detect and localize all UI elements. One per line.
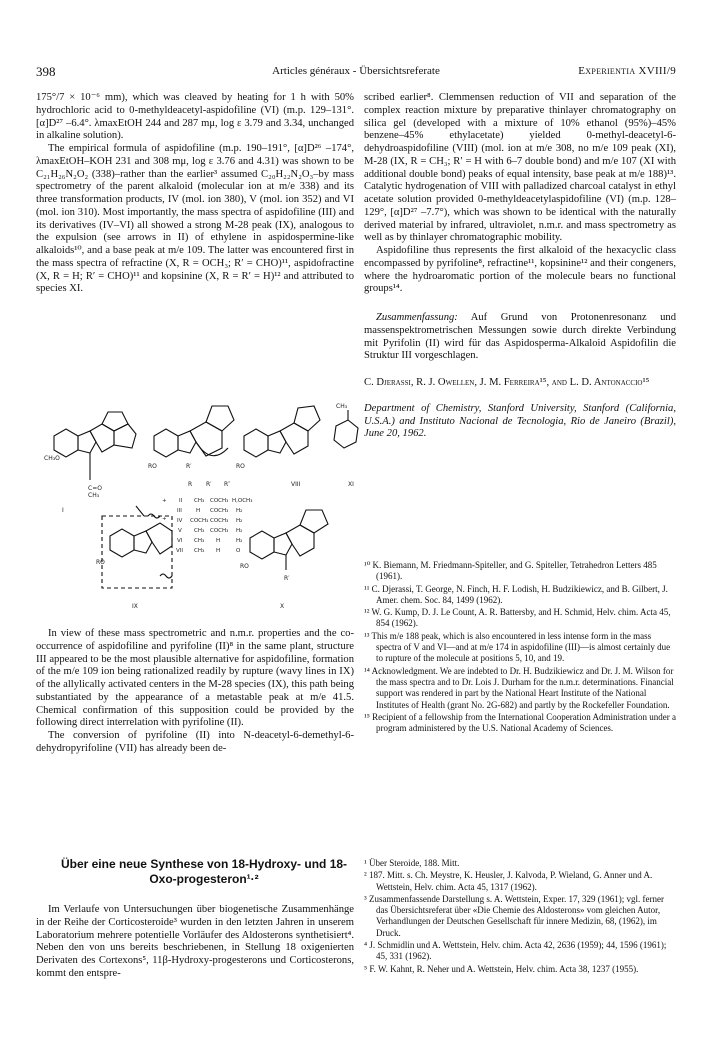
svg-text:COCH₃: COCH₃	[210, 498, 229, 504]
substituent-table	[162, 498, 252, 554]
page-number: 398	[36, 64, 56, 79]
label-VIII-num: VIII	[291, 481, 301, 488]
structure-I	[54, 412, 136, 480]
svg-text:II: II	[179, 498, 183, 504]
paragraph: Aspidofiline thus represents the first alkaloid of the hexacyclic class encompassed by pyrifoline⁸, refractine¹¹, kopsinine¹² and their congeners, where the hydroaromatic portion of the molecule bears no functional groups¹⁴.	[364, 245, 676, 295]
svg-text:H₂: H₂	[236, 538, 243, 544]
zusammenfassung-label: Zusammenfassung:	[376, 312, 458, 323]
footnote: ¹ Über Steroide, 188. Mitt.	[364, 858, 460, 868]
structure-XI	[334, 410, 358, 448]
svg-text:RO: RO	[148, 463, 157, 470]
svg-text:H₂: H₂	[236, 508, 243, 514]
chemical-structures-figure	[36, 376, 366, 616]
paragraph: scribed earlier⁸. Clemmensen reduction of VII and separation of the complex reaction mixture by preparative thinlayer chromatography on silica gel (developed with a mixture of 10% ethanol (95%)–45% benzene–45% ethylacetate) yielded 0-methyl-deacetyl-6-dehydroaspidofiline (VIII) (mol. ion at m/e 308, no m/e 109 peak (XI), M-28 (IX, R = CH₃; R′ = H with 6–7 double bond) and m/e 107 (XI with additional double bond) peaks of equal intensity, base peak at m/e 188)¹³. Catalytic hydrogenation of VIII with palladized charcoal catalyst in ethyl acetate solution provided 0-methyldeacetylaspidofiline (VI) (m.p. 128–129°, [α]D²⁷ –7.7°), which was shown to be identical with the naturally derived material by infrared, ultraviolet, n.m.r. and mass spectrometry as well as by thinlayer chromatographic mobility.	[364, 92, 676, 244]
svg-text:CH₃O: CH₃O	[44, 455, 60, 462]
structure-X	[250, 510, 328, 570]
svg-text:COCH₃: COCH₃	[190, 518, 209, 524]
svg-text:V: V	[178, 528, 182, 534]
footnote: ¹⁰ K. Biemann, M. Friedmann-Spiteller, and G. Spiteller, Tetrahedron Letters 485 (1961).	[364, 560, 657, 582]
paragraph: The conversion of pyrifoline (II) into N-deacetyl-6-demethyl-6-dehydropyrifoline (VII) has already been de-	[36, 730, 354, 754]
svg-text:RO: RO	[236, 463, 245, 470]
svg-text:VII: VII	[176, 548, 184, 554]
second-article-title: Über eine neue Synthese von 18-Hydroxy- und 18-Oxo-progesteron¹·²	[60, 857, 348, 886]
footnote: ¹² W. G. Kump, D. J. Le Count, A. R. Battersby, and H. Schmid, Helv. chim. Acta 45, 854 (1962).	[364, 607, 671, 629]
page-header	[36, 64, 676, 80]
footnote: ¹³ This m/e 188 peak, which is also encountered in less intense form in the mass spectra of V and VI—and at m/e 174 in aspidofiline (III)—is almost certainly due to rupture of the molecule at positions 5, 10, and 19.	[364, 630, 671, 664]
journal-issue: Experientia XVIII/9	[578, 65, 676, 77]
footnote: ⁴ J. Schmidlin und A. Wettstein, Helv. chim. Acta 42, 2636 (1959); 44, 1596 (1961); 45, 331 (1962).	[364, 940, 667, 962]
label-IX: IX	[132, 603, 138, 610]
footnote: ¹⁵ Recipient of a fellowship from the International Cooperation Administration under a program administered by the U.S. National Academy of Sciences.	[364, 711, 677, 734]
footnote: ² 187. Mitt. s. Ch. Meystre, K. Heusler, J. Kalvoda, P. Wieland, G. Anner und A. Wettstein, Helv. chim. Acta 45, 1317 (1962).	[364, 870, 653, 892]
svg-text:CH₃: CH₃	[194, 498, 205, 504]
paragraph: 175°/7 × 10⁻⁶ mm), which was cleaved by heating for 1 h with 50% hydrochloric acid to 0-methyldeacetyl-aspidofiline (VI) (m.p. 129–131°. [α]D²⁷ –6.4°. λmaxEtOH 244 and 287 mμ, log ε 3.79 and 3.34, unchanged in alkaline solution).	[36, 92, 354, 142]
svg-text:H₂: H₂	[236, 528, 243, 534]
label-R1: R′	[206, 481, 212, 488]
zusammenfassung-text: Auf Grund von Protonenresonanz und massenspektrometrischen Messungen sowie durch direkte Verbindung mit Pyrifolin (II) wird für das Aspidosperma-Alkaloid Aspidofilin die Struktur III vorgeschlagen.	[364, 312, 676, 362]
svg-text:CH₃: CH₃	[336, 403, 348, 410]
svg-text:RO: RO	[240, 563, 249, 570]
svg-text:III: III	[177, 508, 182, 514]
affiliation: Department of Chemistry, Stanford University, Stanford (California, U.S.A.) and Instituto Nacional de Tecnologia, Rio de Janeiro (Brazil), June 20, 1962.	[364, 402, 676, 440]
svg-text:VI: VI	[177, 538, 183, 544]
label-R2: R″	[224, 481, 231, 488]
footnote: ¹¹ C. Djerassi, T. George, N. Finch, H. F. Lodish, H. Budzikiewicz, and B. Gilbert, J. Amer. chem. Soc. 84, 1499 (1962).	[364, 583, 668, 605]
left-column-bottom	[36, 628, 354, 756]
svg-text:+: +	[162, 516, 167, 522]
label-XI: XI	[348, 481, 354, 488]
label-X: X	[280, 603, 285, 610]
paragraph: In view of these mass spectrometric and n.m.r. properties and the co-occurrence of aspidofiline and pyrifoline (II)⁸ in the same plant, structure III appeared to be the most plausible alternative for aspidofiline, formation of the m/e 109 ion being rationalized readily by rupture (wavy lines in IX) of the allylically activated centers in the M-28 species (IX), this path being substantiated by the appearance of a metastable peak at m/e 41.5. Chemical confirmation of this supposition could be provided by the following direct interrelation with pyrifoline (II).	[36, 628, 354, 729]
svg-text:H: H	[216, 548, 221, 554]
svg-text:H: H	[196, 508, 201, 514]
svg-text:CH₃: CH₃	[194, 548, 205, 554]
svg-text:R′: R′	[284, 575, 290, 582]
svg-text:H,OCH₃: H,OCH₃	[232, 498, 253, 504]
footnote: ⁵ F. W. Kahnt, R. Neher und A. Wettstein, Helv. chim. Acta 38, 1237 (1955).	[364, 963, 639, 974]
authors: C. Djerassi, R. J. Owellen, J. M. Ferreira¹⁵, and L. D. Antonaccio¹⁵	[364, 377, 650, 388]
paragraph: Im Verlaufe von Untersuchungen über biogenetische Zusammenhänge in der Reihe der Corticosteroide³ wurden in den letzten Jahren in unserem Laboratorium mehrere potentielle Vorläufer des Aldosterons synthetisiert⁴. Neben den von uns bereits beschriebenen, in Stellung 18 oxigenierten Derivaten des Cortexons⁵, 11β-Hydroxy-progesterons und Corticosterons, kommt den entspre-	[36, 904, 354, 979]
structure-VIII	[244, 406, 320, 457]
footnotes-bottom	[364, 858, 676, 976]
label-R: R	[188, 481, 193, 488]
svg-text:C=O: C=O	[88, 485, 102, 492]
second-article-body	[36, 904, 354, 981]
label-I: I	[62, 507, 64, 514]
svg-text:+: +	[162, 498, 167, 504]
svg-text:H₂: H₂	[236, 518, 243, 524]
svg-text:CH₃: CH₃	[194, 528, 205, 534]
svg-text:O: O	[236, 548, 241, 554]
svg-text:RO: RO	[96, 559, 105, 566]
right-column	[364, 92, 676, 441]
svg-text:CH₃: CH₃	[194, 538, 205, 544]
footnotes-top	[364, 560, 676, 735]
left-column-top	[36, 92, 354, 296]
running-title: Articles généraux - Übersichtsreferate	[272, 65, 440, 77]
svg-text:H: H	[216, 538, 221, 544]
svg-text:COCH₃: COCH₃	[210, 508, 229, 514]
svg-text:CH₃: CH₃	[88, 492, 100, 499]
svg-text:COCH₃: COCH₃	[210, 528, 229, 534]
svg-text:IV: IV	[177, 518, 183, 524]
svg-text:COCH₃: COCH₃	[210, 518, 229, 524]
svg-text:R′: R′	[186, 463, 192, 470]
footnote: ³ Zusammenfassende Darstellung s. A. Wettstein, Exper. 17, 329 (1961); vgl. ferner das Übersichtsreferat über «Die Chemie des Aldosterons» vom gleichen Autor, Verhandlungen der Deutschen Gesellschaft für innere Medizin, 68, (1962), im Druck.	[364, 893, 664, 938]
paragraph: The empirical formula of aspidofiline (m.p. 190–191°, [α]D²⁶ –174°, λmaxEtOH–KOH 231 and 308 mμ, log ε 3.76 and 4.31) was shown to be C₂₁H₂₆N₂O₂ (338)–rather than the earlier³ assumed C₂₀H₂₂N₂O₃–by mass spectrometry of the parent alkaloid (molecular ion at m/e 338) and its three transformation products, IV (mol. ion 380), V (mol. ion 352) and VI (mol. ion 310). Most importantly, the mass spectra of aspidofiline (III) and its derivatives (IV–VI) all showed a strong M-28 peak (IX), analogous to the expulsion (see arrows in II) of ethylene in aspidospermine-like alkaloids¹⁰, and a base peak at m/e 109. The latter was encountered first in the mass spectra of refractine (X, R = OCH₃; R′ = CHO)¹¹, aspidofractine (X, R = H; R′ = CHO)¹¹ and kopsinine (X, R = R′ = H)¹² and attributed to species XI.	[36, 143, 354, 295]
zusammenfassung	[364, 312, 676, 363]
structure-II	[154, 406, 234, 457]
footnote: ¹⁴ Acknowledgment. We are indebted to Dr. H. Budzikiewicz and Dr. J. M. Wilson for the mass spectra and to Dr. Lois J. Durham for the n.m.r. determinations. Financial support was rendered in part by the National Heart Institute of the National Institutes of Health (grant No. 2G-682) and partly by the Rockefeller Foundation.	[364, 665, 674, 710]
